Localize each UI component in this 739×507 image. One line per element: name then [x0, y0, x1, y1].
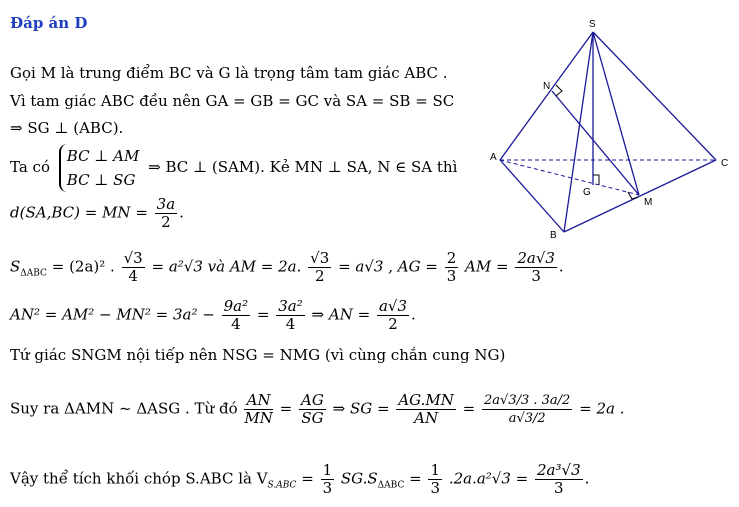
- fraction: $\frac{2a√3}{3}$: [517, 249, 555, 285]
- label-A: A: [490, 152, 497, 163]
- label-M: M: [644, 197, 653, 208]
- compound-fraction: $\frac{2a√3/3 . 3a/2}{a√3/2}$: [484, 393, 571, 426]
- label-G: G: [583, 187, 591, 198]
- condition-1: BC ⊥ AM: [66, 147, 140, 165]
- label-N: N: [543, 81, 551, 92]
- line-5: d(SA,BC) = MN = $\frac{3a}{2}$ .: [10, 195, 184, 231]
- edge-MN: [552, 91, 639, 195]
- pyramid-figure: [480, 15, 735, 245]
- right-angle-mark-N: [556, 85, 562, 96]
- line-6: $S_{\Delta ABC} = (2a)^2$ . $\frac{√3}{4}$ = a²√3 và AM = 2a. $\frac{√3}{2}$ = a√3 , AG = $\frac{2}{3}$ AM = $\frac{2a√3}{3}$ .: [10, 249, 564, 285]
- distance-formula: d(SA,BC) = MN =: [10, 203, 148, 222]
- edge-SA: [500, 32, 593, 160]
- line-1: Gọi M là trung điểm BC và G là trọng tâm tam giác ABC .: [10, 64, 448, 82]
- fraction: $\frac{√3}{2}$: [310, 249, 330, 285]
- label-C: C: [721, 158, 729, 169]
- line-8: Tứ giác SNGM nội tiếp nên NSG = NMG (vì cùng chắn cung NG): [10, 346, 506, 364]
- line-9: Suy ra ΔAMN ~ ΔASG . Từ đó $\frac{AN}{MN}$ = $\frac{AG}{SG}$ ⇒ SG = $\frac{AG.MN}{AN}$ = $\frac{2a√3/3 . 3a/2}{a√3/2}$ = 2a .: [10, 391, 625, 427]
- answer-title: Đáp án D: [10, 14, 88, 32]
- fraction: $\frac{\text{3a²}}{4}$: [278, 297, 303, 333]
- fraction: $\frac{2}{3}$: [446, 249, 457, 285]
- condition-system: [59, 144, 140, 192]
- fraction: $\frac{a√3}{2}$: [378, 297, 407, 333]
- condition-2: BC ⊥ SG: [66, 171, 136, 189]
- label-B: B: [550, 230, 557, 241]
- label-S: S: [589, 19, 596, 30]
- fraction: $\frac{√3}{4}$: [123, 249, 143, 285]
- line-4-suffix: ⇒ BC ⊥ (SAM). Kẻ MN ⊥ SA, N ∈ SA thì: [148, 158, 458, 176]
- line-3: ⇒ SG ⊥ (ABC).: [10, 119, 124, 137]
- line-7: AN² = AM² − MN² = 3a² − $\frac{\text{9a²}}{4}$ = $\frac{\text{3a²}}{4}$ ⇒ AN = $\frac{a√3}{2}$ .: [10, 297, 416, 333]
- fraction: $\frac{1}{3}$: [322, 461, 333, 497]
- line-10: Vậy thể tích khối chóp S.ABC là $V_{S.ABC}$ = $\frac{1}{3}$ $SG.S_{\Delta ABC}$ = $\frac{1}{3}$ .2a.a²√3 = $\frac{\text{2a³√3}}{3}$ .: [10, 461, 590, 497]
- fraction: $\frac{AG.MN}{AN}$: [398, 391, 454, 427]
- fraction: $\frac{\text{2a³√3}}{3}$: [537, 461, 581, 497]
- fraction: $\frac{AG}{SG}$: [301, 391, 324, 427]
- line-4-prefix: Ta có: [10, 158, 50, 176]
- fraction: $\frac{1}{3}$: [430, 461, 441, 497]
- edge-SB: [564, 32, 593, 232]
- fraction: $\frac{\text{9a²}}{4}$: [223, 297, 249, 333]
- fraction: $\frac{AN}{MN}$: [244, 391, 273, 427]
- right-angle-mark-G: [593, 175, 599, 185]
- line-2: Vì tam giác ABC đều nên GA = GB = GC và SA = SB = SC: [10, 92, 455, 110]
- fraction: $\frac{3a}{2}$: [156, 195, 176, 231]
- line-4: [10, 144, 457, 192]
- edge-AB: [500, 160, 564, 232]
